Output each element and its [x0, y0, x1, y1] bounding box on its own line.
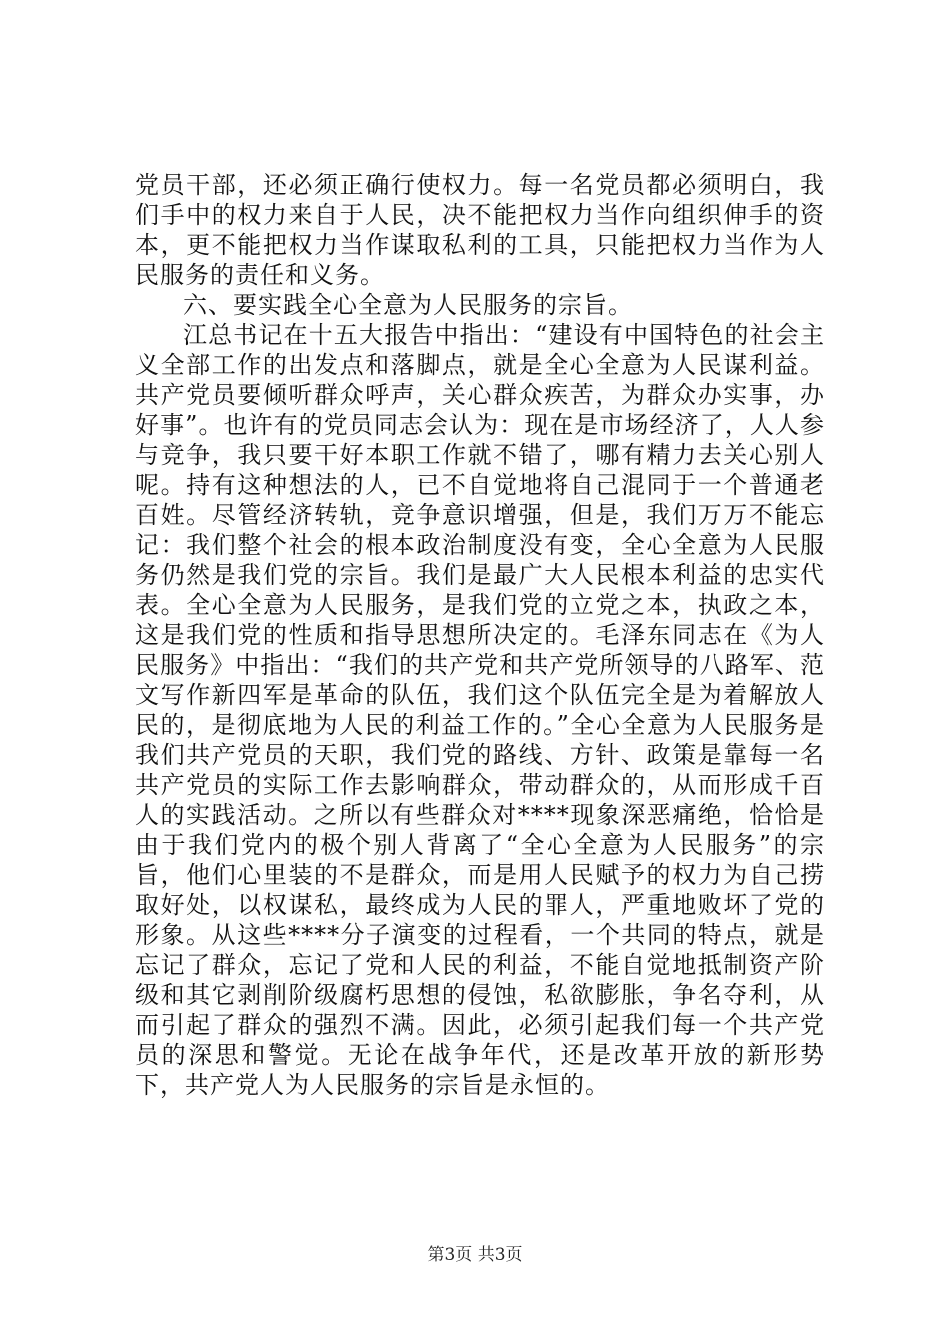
paragraph-section-heading: 六、要实践全心全意为人民服务的宗旨。: [183, 291, 633, 319]
paragraph-continuation: 党员干部，还必须正确行使权力。每一名党员都必须明白，我们手中的权力来自于人民，决不能把权力当作向组织伸手的资本，更不能把权力当作谋取私利的工具，只能把权力当作为人民服务的责任和义务。: [135, 171, 825, 289]
page-footer: 第3页 共3页: [427, 1245, 523, 1265]
paragraph-main: 江总书记在十五大报告中指出：“建设有中国特色的社会主义全部工作的出发点和落脚点，就是全心全意为人民谋利益。共产党员要倾听群众呼声，关心群众疾苦，为群众办实事，办好事”。也许有的党员同志会认为：现在是市场经济了，人人参与竞争，我只要干好本职工作就不错了，哪有精力去关心别人呢。持有这种想法的人，已不自觉地将自己混同于一个普通老百姓。尽管经济转轨，竞争意识增强，但是，我们万万不能忘记：我们整个社会的根本政治制度没有变，全心全意为人民服务仍然是我们党的宗旨。我们是最广大人民根本利益的忠实代表。全心全意为人民服务，是我们党的立党之本，执政之本，这是我们党的性质和指导思想所决定的。毛泽东同志在《为人民服务》中指出：“我们的共产党和共产党所领导的八路军、范文写作新四军是革命的队伍，我们这个队伍完全是为着解放人民的，是彻底地为人民的利益工作的。”全心全意为人民服务是我们共产党员的天职，我们党的路线、方针、政策是靠每一名共产党员的实际工作去影响群众，带动群众的，从而形成千百人的实践活动。之所以有些群众对****现象深恶痛绝，恰恰是由于我们党内的极个别人背离了“全心全意为人民服务”的宗旨，他们心里装的不是群众，而是用人民赋予的权力为自己捞取好处，以权谋私，最终成为人民的罪人，严重地败坏了党的形象。从这些****分子演变的过程看，一个共同的特点，就是忘记了群众，忘记了党和人民的利益，不能自觉地抵制资产阶级和其它剥削阶级腐朽思想的侵蚀，私欲膨胀，争名夺利，从而引起了群众的强烈不满。因此，必须引起我们每一个共产党员的深思和警觉。无论在战争年代，还是改革开放的新形势下，共产党人为人民服务的宗旨是永恒的。: [135, 321, 825, 1099]
document-body: [135, 170, 825, 1100]
